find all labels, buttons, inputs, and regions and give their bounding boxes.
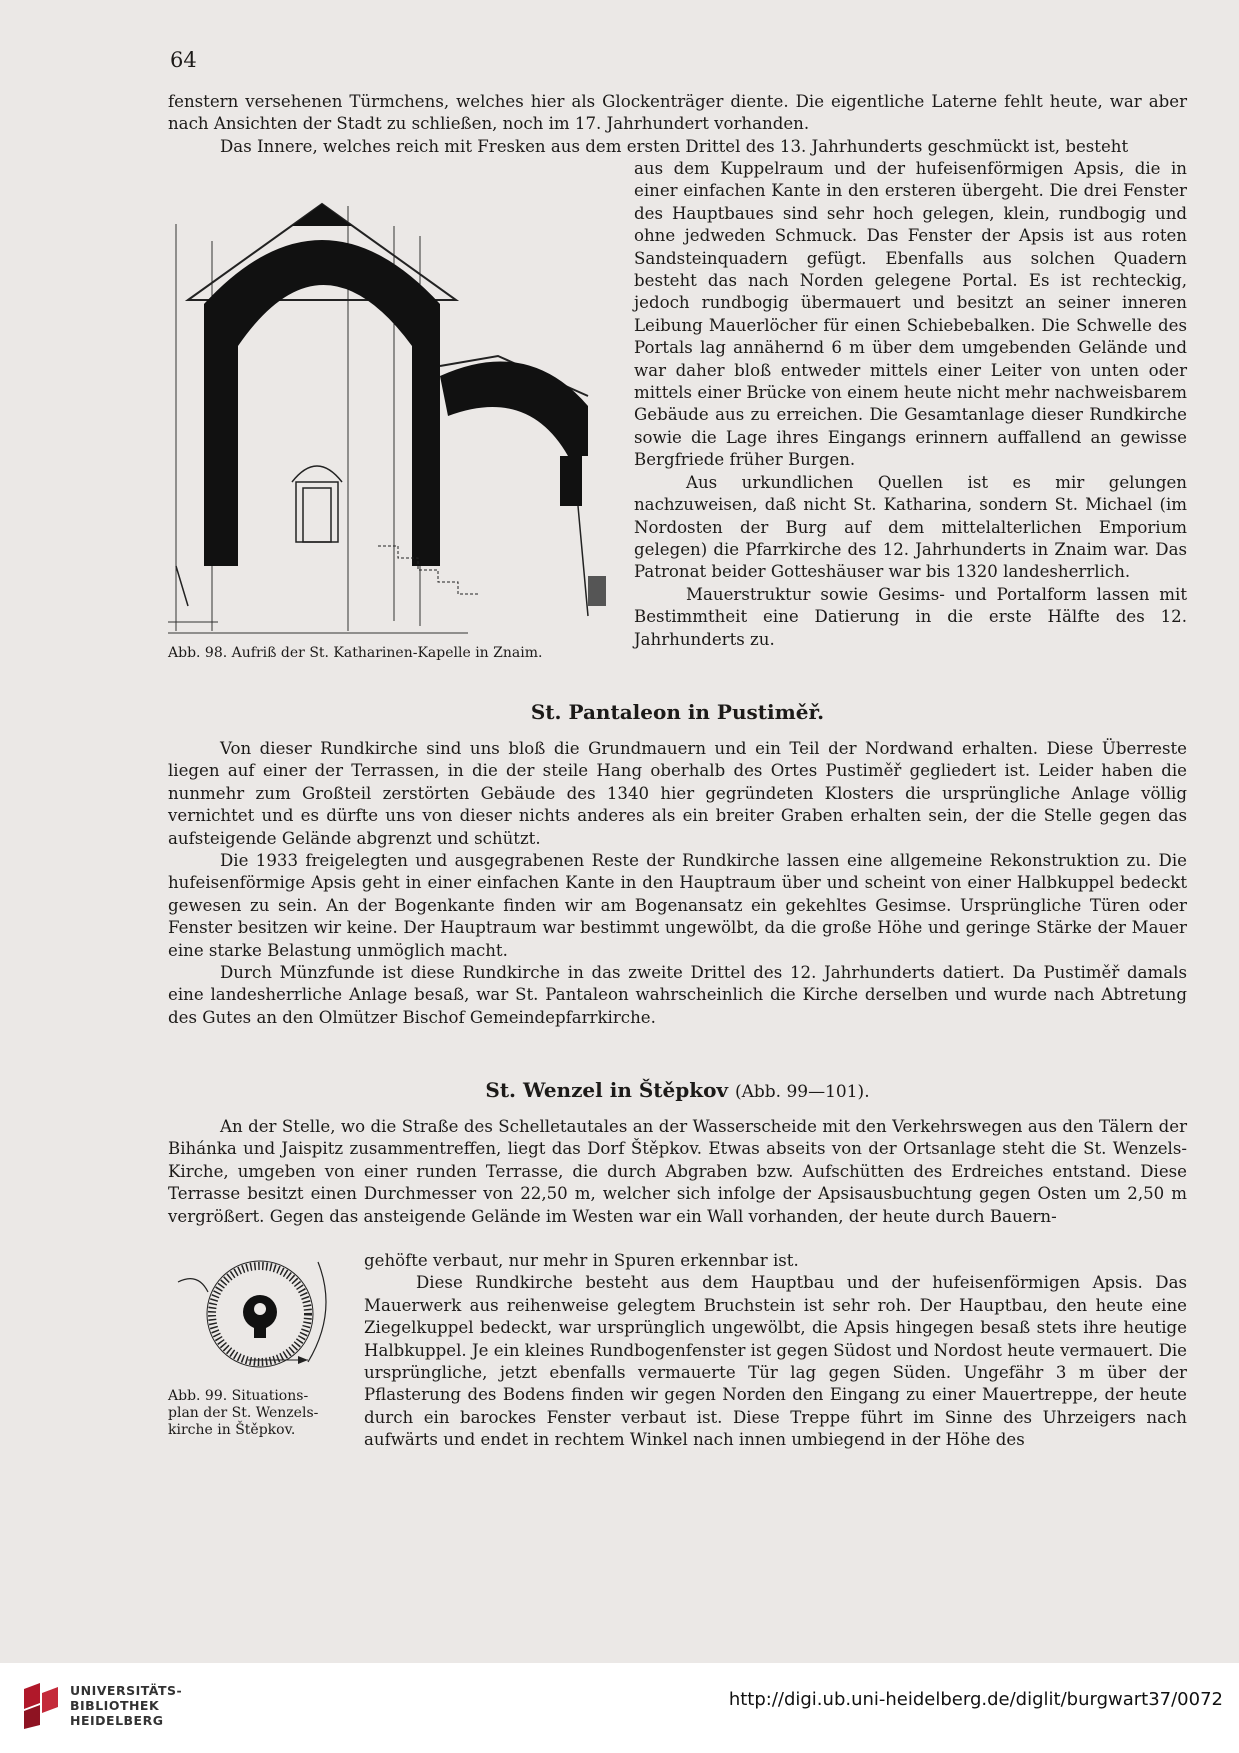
paragraph-text: Mauerstruktur sowie Gesims- und Portalform lassen mit Bestimmtheit eine Datierung in die erste Hälfte des 12. Jahrhunderts zu. (634, 584, 1187, 649)
figure-99-site-plan (168, 1252, 348, 1382)
lantern-cap (292, 204, 352, 226)
paragraph-text: Von dieser Rundkirche sind uns bloß die Grundmauern und ein Teil der Nordwand erhalten. Diese Überreste liegen auf einer der Terrassen, in die der steile Hang oberhalb des Ortes Pustiměř gegliedert ist. Leider haben die nunmehr zum Großteil zerstörten Gebäude des 1340 hier gegründeten Klosters die ursprüngliche Anlage völlig vernichtet und es dürfte uns von dieser nichts anderes als ein breiter Graben erhalten sein, der die Stelle gegen das aufsteigende Gelände abgrenzt und schützt. (168, 739, 1187, 848)
apse-wall (440, 361, 588, 456)
library-name (70, 1683, 182, 1728)
caption-line: plan der St. Wenzels- (168, 1405, 319, 1421)
figure-98-caption: Abb. 98. Aufriß der St. Katharinen-Kapelle in Znaim. (168, 645, 543, 661)
library-name-line: BIBLIOTHEK (70, 1698, 160, 1713)
figure-99-caption (168, 1388, 358, 1439)
interior-portal (292, 466, 342, 542)
section-pantaleon-body (168, 738, 1187, 1029)
paragraph-wrap-right (634, 158, 1187, 651)
apse-pier (560, 456, 582, 506)
footer-bar (0, 1663, 1239, 1753)
paragraph-text: Aus urkundlichen Quellen ist es mir gelungen nachzuweisen, daß nicht St. Katharina, sondern St. Michael (im Nordosten der Burg auf dem mittelalterlichen Emporium gelegen) die Pfarrkirche des 12. Jahrhunderts in Znaim war. Das Patronat beider Gotteshäuser war bis 1320 landesherrlich. (634, 472, 1187, 582)
heading-figure-ref: (Abb. 99—101). (735, 1082, 870, 1102)
paragraph-text: Die 1933 freigelegten und ausgegrabenen Reste der Rundkirche lassen eine allgemeine Rekonstruktion zu. Die hufeisenförmige Apsis geht in einer einfachen Kante in den Hauptraum über und scheint von einer Halbkuppel bedeckt gewesen zu sein. An der Bogenkante finden wir am Bogenansatz ein gekehltes Gesimse. Ursprüngliche Türen oder Fenster besitzen wir keine. Der Hauptraum war bestimmt ungewölbt, da die große Höhe und geringe Stärke der Mauer eine starke Belastung unmöglich macht. (168, 851, 1187, 960)
paragraph-text: Das Innere, welches reich mit Fresken aus dem ersten Drittel des 13. Jahrhunderts geschmückt ist, besteht (220, 136, 1129, 156)
apse-plan (254, 1326, 266, 1338)
figure-98-elevation-drawing (168, 196, 618, 636)
arrow-head (298, 1356, 308, 1364)
page-number: 64 (170, 48, 197, 72)
paragraph-text: aus dem Kuppelraum und der hufeisenförmigen Apsis, die in einer einfachen Kante in den ersteren übergeht. Die drei Fenster des Hauptbaues sind sehr hoch gelegen, klein, rundbogig und ohne jedweden Schmuck. Das Fenster der Apsis ist aus roten Sandsteinquadern gefügt. Ebenfalls aus solchen Quadern besteht das nach Norden gelegene Portal. Es ist rechteckig, jedoch rundbogig übermauert und besitzt an seiner inneren Leibung Mauerlöcher für einen Schiebebalken. Die Schwelle des Portals lag annähernd 6 m über dem umgebenden Gelände und war daher bloß entweder mittels einer Leiter von unten oder mittels einer Brücke von einem heute nicht mehr nachweisbarem Gebäude aus zu erreichen. Die Gesamtanlage dieser Rundkirche sowie die Lage ihres Eingangs erinnern auffallend an gewisse Bergfriede früher Burgen. (634, 159, 1187, 470)
library-name-line: HEIDELBERG (70, 1713, 164, 1728)
heading-title: St. Wenzel in Štěpkov (485, 1078, 729, 1102)
paragraph-text: An der Stelle, wo die Straße des Schelletautales an der Wasserscheide mit den Verkehrswegen aus den Tälern der Bihánka und Jaispitz zusammentreffen, liegt das Dorf Štěpkov. Etwas abseits von der Ortsanlage steht die St. Wenzels-Kirche, umgeben von einer runden Terrasse, die durch Abgraben bzw. Aufschütten des Erdreiches entstand. Diese Terrasse besitzt einen Durchmesser von 22,50 m, welcher sich infolge der Apsisausbuchtung gegen Osten um 2,50 m vergrößert. Gegen das ansteigende Gelände im Westen war ein Wall vorhanden, der heute durch Bauern- (168, 1117, 1187, 1226)
section-heading-pantaleon: St. Pantaleon in Pustiměř. (530, 700, 825, 724)
library-name-line: UNIVERSITÄTS- (70, 1683, 183, 1698)
section-wenzel-body (168, 1116, 1187, 1228)
caption-line: Abb. 99. Situations- (168, 1388, 309, 1404)
section-heading-wenzel (168, 1078, 1187, 1102)
caption-line: kirche in Štěpkov. (168, 1422, 296, 1438)
paragraph-text: gehöfte verbaut, nur mehr in Spuren erkennbar ist. (364, 1251, 799, 1270)
source-url-link[interactable]: http://digi.ub.uni-heidelberg.de/diglit/burgwart37/0072 (728, 1689, 1223, 1710)
foundation-block (588, 576, 606, 606)
dome-wall (204, 240, 440, 566)
paragraph-text: fenstern versehenen Türmchens, welches hier als Glockenträger diente. Die eigentliche Laterne fehlt heute, war aber nach Ansichten der Stadt zu schließen, noch im 17. Jahrhundert vorhanden. (168, 92, 1187, 134)
paragraph-text: Durch Münzfunde ist diese Rundkirche in das zweite Drittel des 12. Jahrhunderts datiert. Da Pustiměř damals eine landesherrliche Anlage besaß, war St. Pantaleon wahrscheinlich die Kirche derselben und wurde nach Abtretung des Gutes an den Olmützer Bischof Gemeindepfarrkirche. (168, 963, 1187, 1027)
paragraph-intro (168, 91, 1187, 158)
paragraph-wrap-right-2 (364, 1250, 1187, 1452)
library-logo-icon (20, 1681, 62, 1729)
church-interior (254, 1303, 266, 1315)
paragraph-text: Diese Rundkirche besteht aus dem Hauptbau und der hufeisenförmigen Apsis. Das Mauerwerk aus reihenweise gelegtem Bruchstein ist sehr roh. Der Hauptbau, den heute eine Ziegelkuppel bedeckt, war ursprünglich ungewölbt, die Apsis hingegen besaß stets ihre heutige Halbkuppel. Je ein kleines Rundbogenfenster ist gegen Südost und Nordost heute vermauert. Die ursprüngliche, jetzt ebenfalls vermauerte Tür lag gegen Süden. Ungefähr 3 m über der Pflasterung des Bodens finden wir gegen Norden den Eingang zu einer Mauertreppe, der heute durch ein barockes Fenster verbaut ist. Diese Treppe führt im Sinne des Uhrzeigers nach aufwärts und endet in rechtem Winkel nach innen umbiegend in der Höhe des (364, 1273, 1187, 1450)
